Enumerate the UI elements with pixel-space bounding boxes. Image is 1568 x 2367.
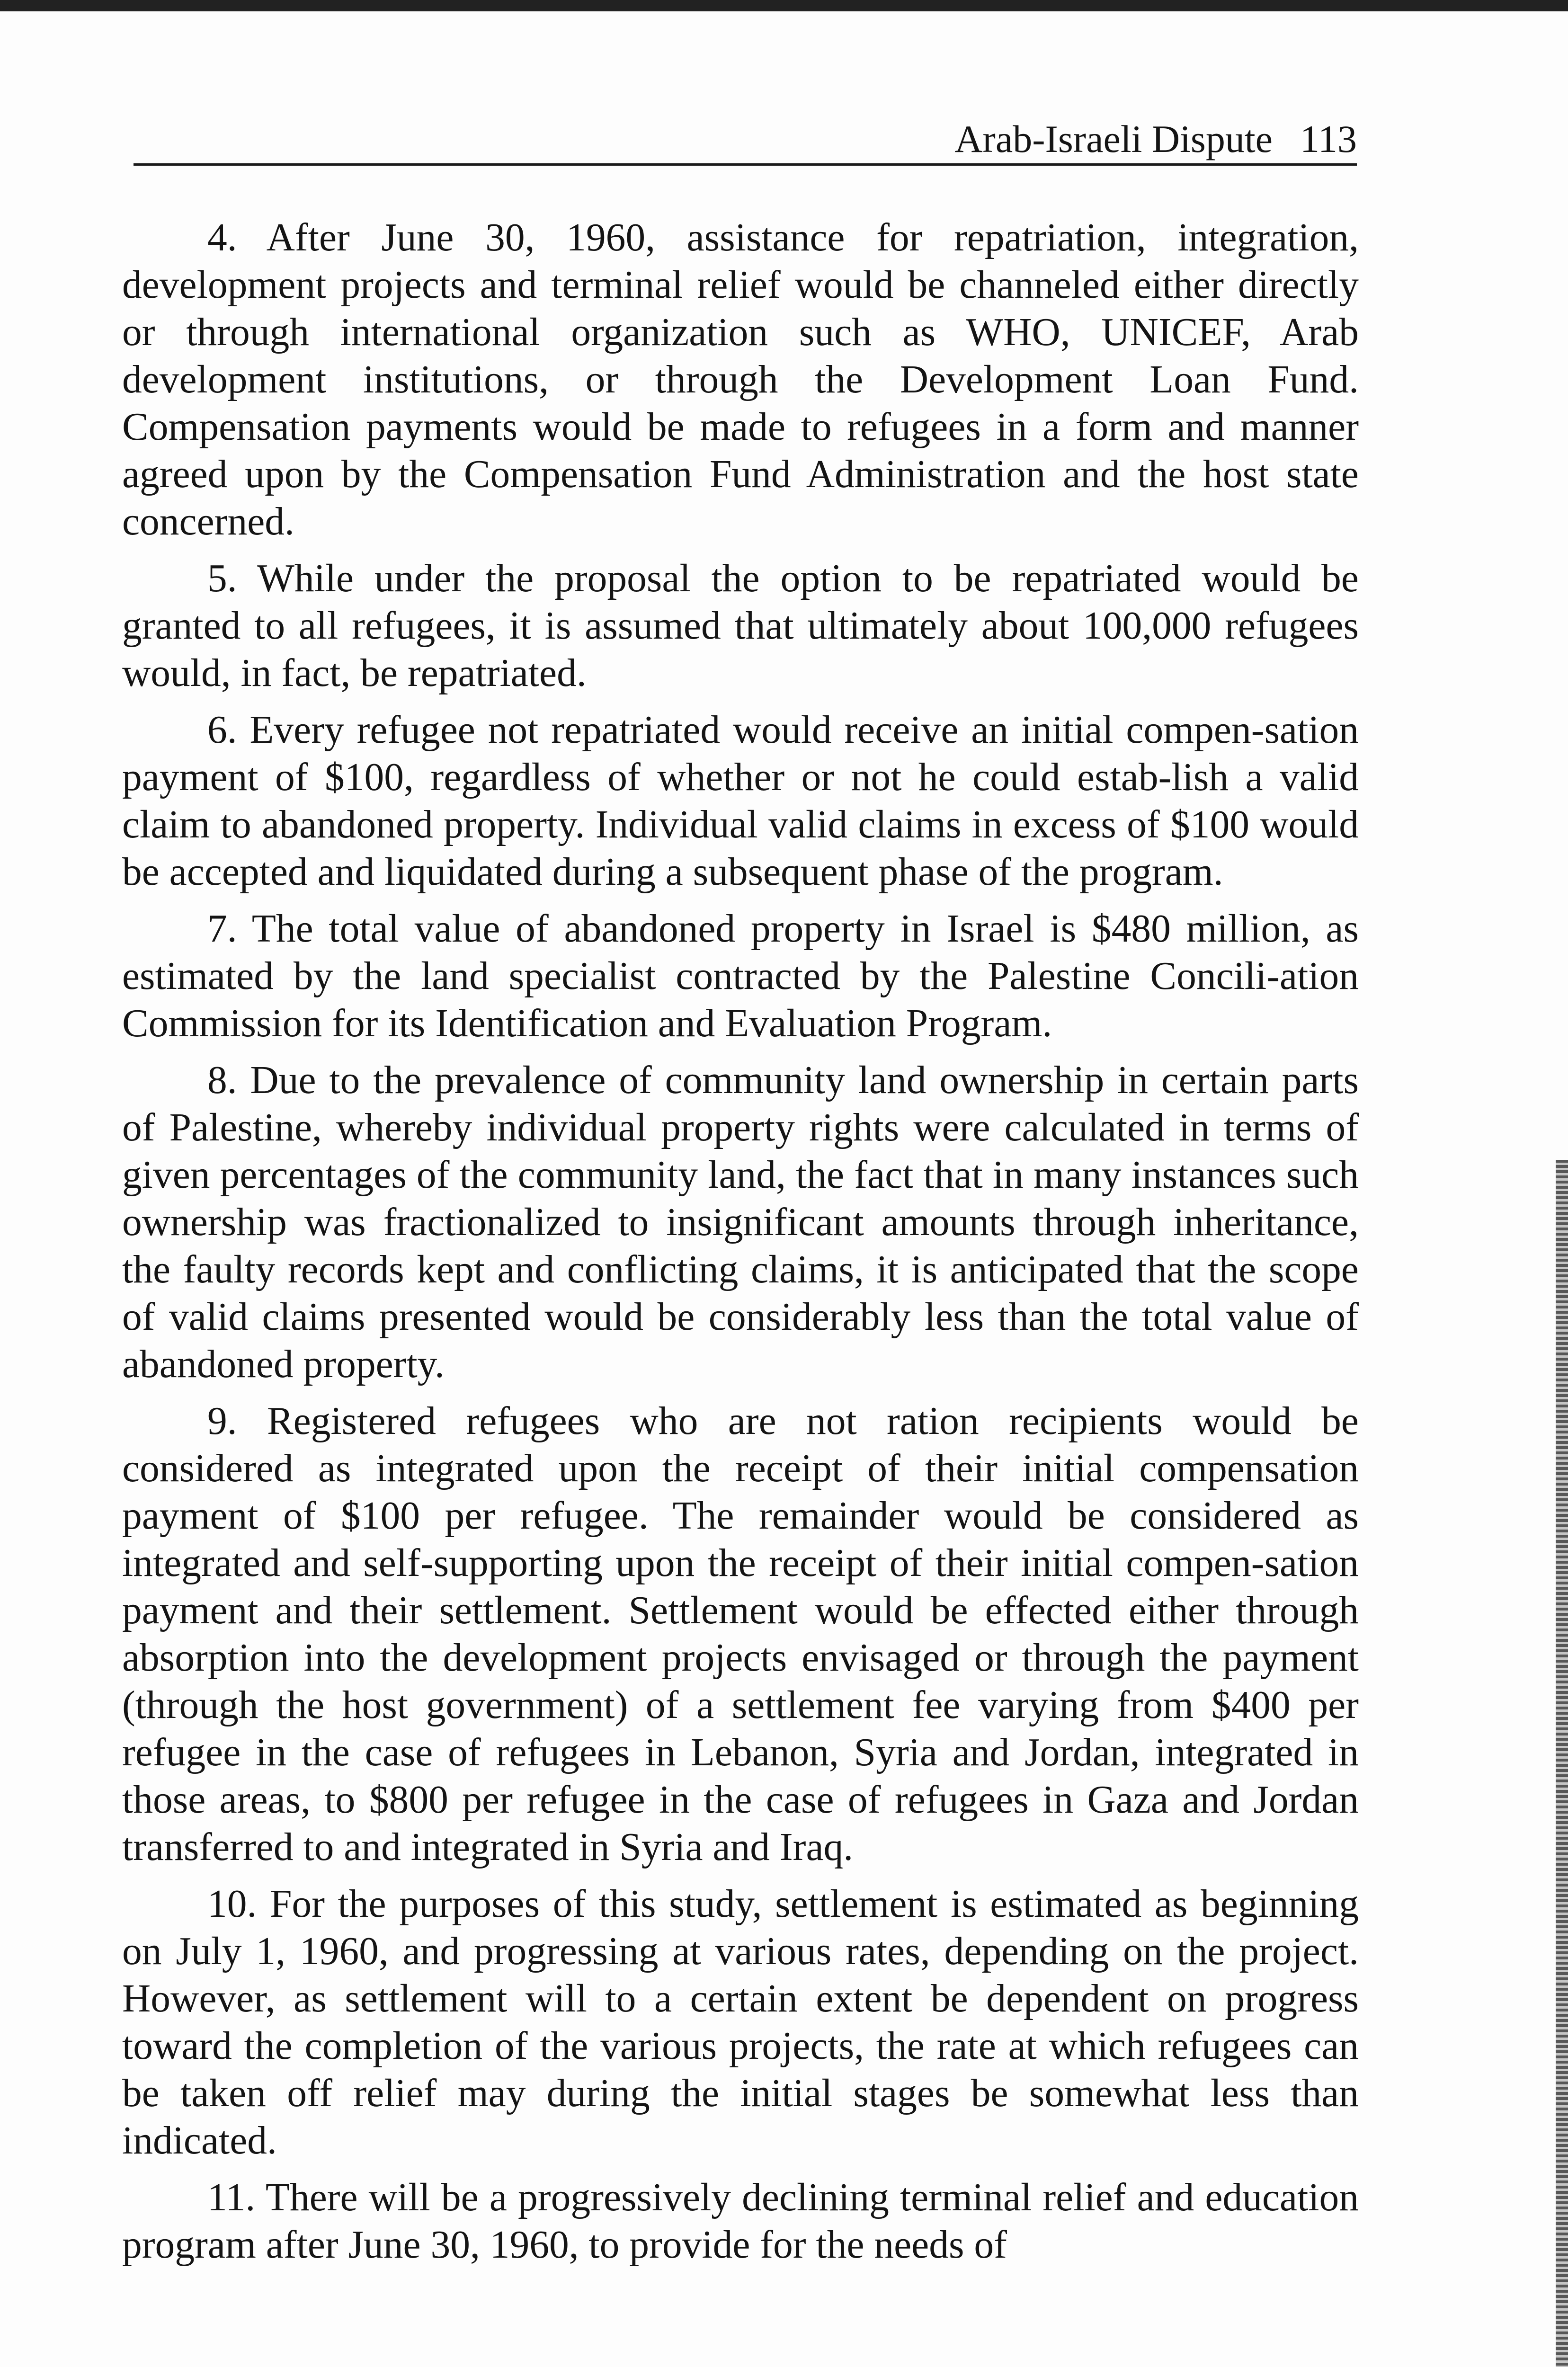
body-text [122,214,1359,2278]
paragraph-8: 8. Due to the prevalence of community land ownership in certain parts of Palestine, whereby individual property rights were calculated in terms of given percentages of the community land, the fact that in many instances such ownership was fractionalized to insignificant amounts through inheritance, the faulty records kept and conflicting claims, it is anticipated that the scope of valid claims presented would be considerably less than the total value of abandoned property. [122,1059,1359,1386]
paragraph-11: 11. There will be a progressively declining terminal relief and education program after June 30, 1960, to provide for the needs of [122,2176,1359,2267]
paragraph-5: 5. While under the proposal the option to be repatriated would be granted to all refugees, it is assumed that ultimately about 100,000 refugees would, in fact, be repatriated. [122,557,1359,695]
paragraph-4: 4. After June 30, 1960, assistance for repatriation, integration, development projects and terminal relief would be channeled either directly or through international organization such as WHO, UNICEF, Arab development institutions, or through the Development Loan Fund. Compensation payments would be made to refugees in a form and manner agreed upon by the Compensation Fund Administration and the host state concerned. [122,216,1359,543]
paragraph-9: 9. Registered refugees who are not ration recipients would be considered as integrated upon the receipt of their initial compensation payment of $100 per refugee. The remainder would be considered as integrated and self-supporting upon the receipt of their initial compen-sation payment and their settlement. Settlement would be effected either through absorption into the development projects envisaged or through the payment (through the host government) of a settlement fee varying from $400 per refugee in the case of refugees in Lebanon, Syria and Jordan, integrated in those areas, to $800 per refugee in the case of refugees in Gaza and Jordan transferred to and integrated in Syria and Iraq. [122,1399,1359,1869]
scan-top-edge [0,0,1568,11]
paragraph-10: 10. For the purposes of this study, settlement is estimated as beginning on July 1, 1960, and progressing at various rates, depending on the project. However, as settlement will to a certain extent be dependent on progress toward the completion of the various projects, the rate at which refugees can be taken off relief may during the initial stages be somewhat less than indicated. [122,1882,1359,2162]
scan-binding-edge [1556,1160,1568,2367]
page-number: 113 [1300,117,1357,160]
running-header-title: Arab-Israeli Dispute [954,117,1273,160]
running-header [134,118,1357,166]
paragraph-6: 6. Every refugee not repatriated would receive an initial compen-sation payment of $100, regardless of whether or not he could estab-lish a valid claim to abandoned property. Individual valid claims in excess of $100 would be accepted and liquidated during a subsequent phase of the program. [122,708,1359,894]
paragraph-7: 7. The total value of abandoned property in Israel is $480 million, as estimated by the land specialist contracted by the Palestine Concili-ation Commission for its Identification and Evaluation Program. [122,907,1359,1045]
